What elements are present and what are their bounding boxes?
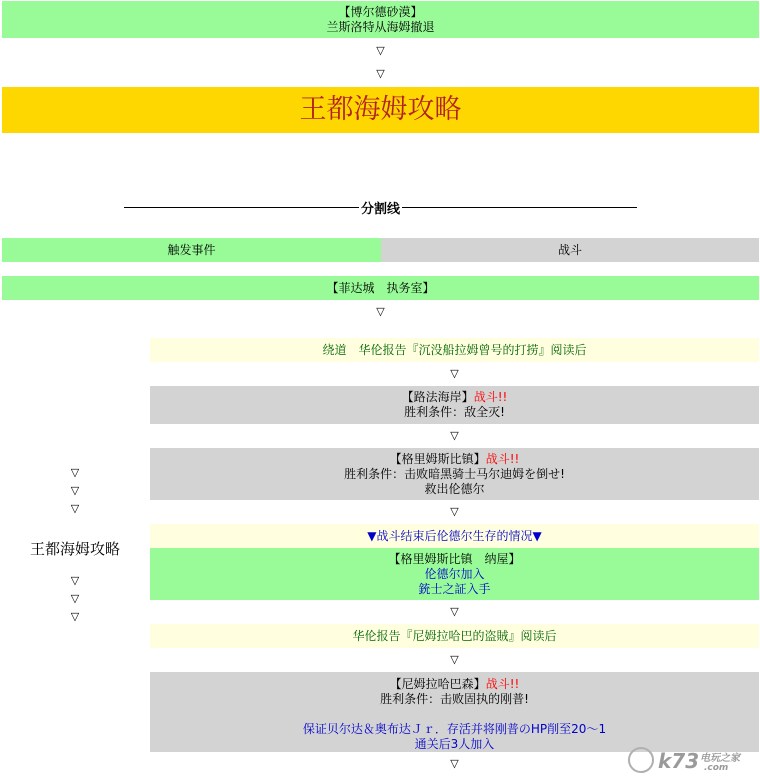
battle-tag: 战斗!! [485, 452, 520, 466]
battle-box-grimsby [150, 448, 759, 500]
battle-box-nimrahaba [150, 672, 759, 752]
battle-box-nimrahaba-header [150, 677, 759, 692]
flow-arrow: ▽ [376, 67, 385, 80]
battle-note-1: 保证贝尔达＆奥布达Ｊｒ．存活并将刚普のHP削至20～1 [302, 722, 607, 736]
side-arrow: ▽ [70, 574, 80, 587]
tab-battle-label: 战斗 [557, 243, 582, 257]
battle-tag: 战斗!! [485, 677, 520, 691]
victory-condition: 胜利条件：敌全灭! [404, 405, 505, 419]
side-arrows-top [60, 464, 90, 518]
site-watermark [628, 741, 758, 781]
side-arrow: ▽ [70, 502, 80, 515]
branch-condition-text: ▼战斗结束后伦德尔生存的情况▼ [367, 529, 542, 543]
section-divider [124, 198, 637, 216]
main-title: 王都海姆攻略 [299, 94, 462, 125]
divider-label: 分割线 [361, 201, 401, 217]
report-condition-1-text: 绕道 华伦报告『沉没船拉姆曾号的打捞』阅读后 [322, 343, 587, 357]
flow-arrow: ▽ [450, 505, 459, 518]
victory-condition: 胜利条件：击败固执的刚普! [380, 692, 529, 706]
event-result-1: 伦德尔加入 [424, 567, 485, 581]
report-condition-2-text: 华伦报告『尼姆拉哈巴的盗賊』阅读后 [352, 629, 557, 643]
battle-box-grimsby-header [150, 452, 759, 467]
battle-location: 【路法海岸】 [401, 390, 474, 404]
flow-arrow: ▽ [450, 653, 459, 666]
watermark-brand: k73 [658, 749, 700, 773]
side-arrows-bottom [60, 572, 90, 626]
divider-line-right [402, 207, 637, 208]
victory-condition: 胜利条件：击败暗黑骑士马尔迪姆を倒せ! [344, 467, 565, 481]
report-condition-2 [150, 624, 759, 648]
branch-condition [150, 524, 759, 548]
side-section-title: 王都海姆攻略 [29, 540, 120, 558]
flow-arrow: ▽ [450, 429, 459, 442]
battle-location: 【尼姆拉哈巴森】 [389, 677, 486, 691]
flow-arrow: ▽ [376, 305, 385, 318]
battle-note-2: 通关后3人加入 [414, 737, 495, 751]
top-location-box [2, 1, 759, 38]
tab-battle[interactable] [381, 238, 759, 262]
flow-arrow: ▽ [450, 757, 459, 770]
top-location-subtitle: 兰斯洛特从海姆撤退 [326, 20, 435, 34]
flow-arrow: ▽ [450, 367, 459, 380]
side-arrow: ▽ [70, 592, 80, 605]
flow-arrow: ▽ [450, 605, 459, 618]
battle-extra-note: 救出伦德尔 [424, 482, 485, 496]
battle-box-rufa-coast-header [150, 390, 759, 405]
side-arrow: ▽ [70, 610, 80, 623]
battle-location: 【格里姆斯比镇】 [389, 452, 486, 466]
event-location: 【格里姆斯比镇 纳屋】 [388, 552, 521, 566]
location-bar-label: 【菲达城 执务室】 [326, 281, 435, 295]
top-location-title: 【博尔德砂漠】 [338, 5, 423, 19]
location-bar [2, 276, 759, 300]
flow-arrow: ▽ [376, 44, 385, 57]
tab-trigger-events-label: 触发事件 [167, 243, 216, 257]
event-result-2: 銃士之証入手 [418, 582, 491, 596]
battle-box-rufa-coast [150, 386, 759, 424]
divider-line-left [124, 207, 359, 208]
tab-trigger-events[interactable] [2, 238, 381, 262]
spacer [150, 707, 759, 722]
report-condition-1 [150, 338, 759, 362]
watermark-sub: 电玩之家 [700, 753, 740, 764]
watermark-logo-icon [628, 747, 654, 773]
battle-tag: 战斗!! [473, 390, 508, 404]
event-box-grimsby-barn [150, 548, 759, 600]
main-title-banner [2, 87, 759, 133]
side-arrow: ▽ [70, 466, 80, 479]
watermark-domain: .com [704, 763, 729, 773]
side-arrow: ▽ [70, 484, 80, 497]
